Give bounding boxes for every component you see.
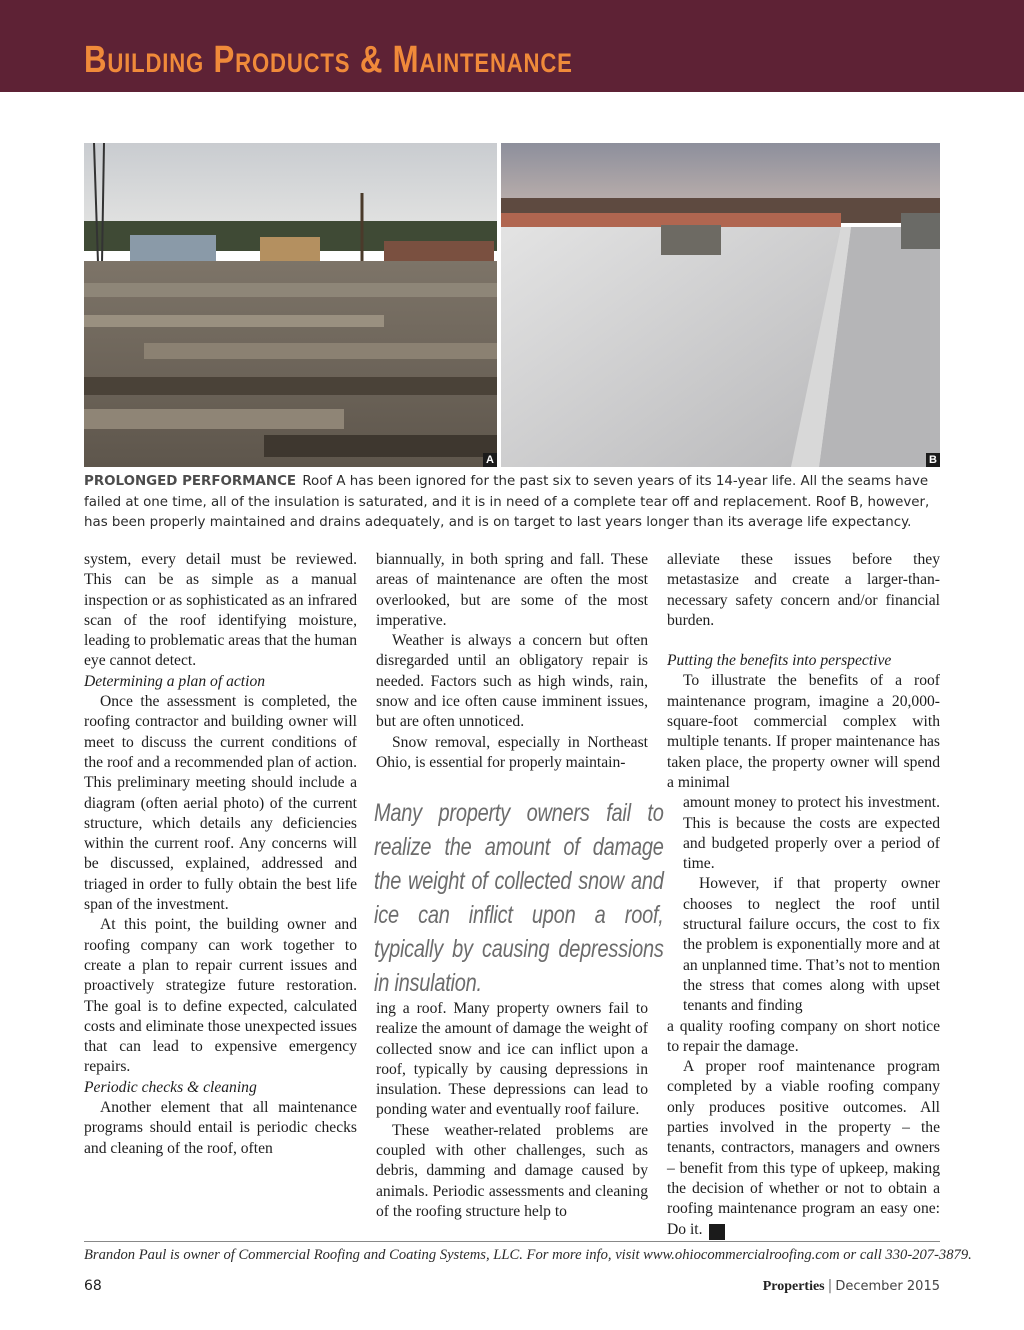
paragraph: Another element that all maintenance programs should entail is periodic checks and cleaning of the roof, often [84,1099,357,1157]
photo-a-label: A [483,453,497,467]
paragraph: To illustrate the benefits of a roof maintenance program, imagine a 20,000-square-foot commercial complex with multiple tenants. If proper maintenance has taken place, the property owner will spend a minimal [667,672,940,791]
paragraph: a quality roofing company on short notice to repair the damage. [667,1017,940,1055]
final-paragraph-text: A proper roof maintenance program completed by a viable roofing company only produces positive outcomes. All parties involved in the property – the tenants, contractors, managers and owners – benefit from this type of upkeep, making the decision of whether or not to obtain a roofing maintenance program an easy one: Do it. [667,1058,940,1238]
article-column-3 [667,550,940,1240]
pull-quote: Many property owners fail to realize the amount of damage the weight of collected snow and ice can inflict upon a roof, typically by causing depressions in insulation. [374,799,664,997]
article-column-2-top [376,550,648,773]
caption-text: Roof A has been ignored for the past six to seven years of its 14-year life. All the seams have failed at one time, all of the insulation is saturated, and it is in need of a complete tear off and replacement. Roof B, however, has been properly maintained and drains adequately, and is on target to last years longer than its average life expectancy. [84,474,930,530]
paragraph: Snow removal, especially in Northeast Ohio, is essential for properly maintain- [376,733,648,771]
paragraph: Once the assessment is completed, the roofing contractor and building owner will meet to discuss the current conditions of the roof and a recommended plan of action. This preliminary meeting should include a diagram (often aerial photo) of the current structure, which details any deficiencies within the current roof. Any concerns will be discussed, explained, addressed and triaged in order to fully obtain the best life span of the investment. [84,693,357,914]
author-credit: Brandon Paul is owner of Commercial Roofing and Coating Systems, LLC. For more info, visit www.ohiocommercialroofing.com or call 330-207-3879. [84,1247,972,1263]
figure-caption [84,472,942,534]
paragraph: alleviate these issues before they metastasize and create a larger-than-necessary safety concern and/or financial burden. [667,551,940,629]
section-title: Building Products & Maintenance [84,39,573,81]
paragraph: biannually, in both spring and fall. These areas of maintenance are often the most overlooked, but are some of the most imperative. [376,551,648,629]
subhead-benefits: Putting the benefits into perspective [667,652,892,670]
pullquote-wrap-text [683,793,940,1016]
issue-date: December 2015 [835,1279,940,1294]
paragraph: ing a roof. Many property owners fail to realize the amount of damage the weight of collected snow and ice can inflict upon a roof, typically by causing depressions in insulation. These depressions can lead to ponding water and eventually roof failure. [376,1000,648,1119]
article-column-2-bottom [376,999,648,1222]
paragraph: These weather-related problems are coupled with other challenges, such as debris, damming and damage caused by animals. Periodic assessments and cleaning of the roofing structure help to [376,1121,648,1220]
photo-b-label: B [926,453,940,467]
footer-separator: | [827,1278,833,1294]
publication-footer [763,1276,940,1297]
roof-b-photo [501,143,940,467]
article-column-1 [84,550,357,1159]
footer-rule [84,1241,940,1242]
paragraph: amount money to protect his investment. This is because the costs are expected and budgeted properly over a period of time. [683,794,940,873]
page-number: 68 [84,1278,102,1294]
subhead-periodic-checks: Periodic checks & cleaning [84,1078,257,1096]
paragraph: However, if that property owner chooses to neglect the roof until structural failure occurs, the cost to fix the problem is exponentially more and at an unplanned time. That’s not to mention the stress that comes along with upset tenants and finding [683,875,940,1015]
subhead-plan-of-action: Determining a plan of action [84,672,266,690]
paragraph-final [667,1057,940,1240]
section-banner [0,0,1024,92]
caption-lead: PROLONGED PERFORMANCE [84,474,297,489]
publication-name: Properties [762,1279,825,1294]
end-mark-icon: P [709,1224,725,1240]
paragraph: system, every detail must be reviewed. This can be as simple as a manual inspection or as sophisticated as an infrared scan of the roof identifying moisture, leading to problematic areas that the human eye cannot detect. [84,551,357,670]
paragraph: Weather is always a concern but often disregarded until an obligatory repair is needed. Factors such as high winds, rain, snow and ice often cause imminent issues, but are often unnoticed. [376,632,648,731]
paragraph: At this point, the building owner and roofing company can work together to create a plan to repair current issues and proactively strategize future restoration. The goal is to define expected, calculated costs and eliminate those unexpected issues that can lead to expensive emergency repairs. [84,916,357,1076]
roof-a-photo [84,143,497,467]
